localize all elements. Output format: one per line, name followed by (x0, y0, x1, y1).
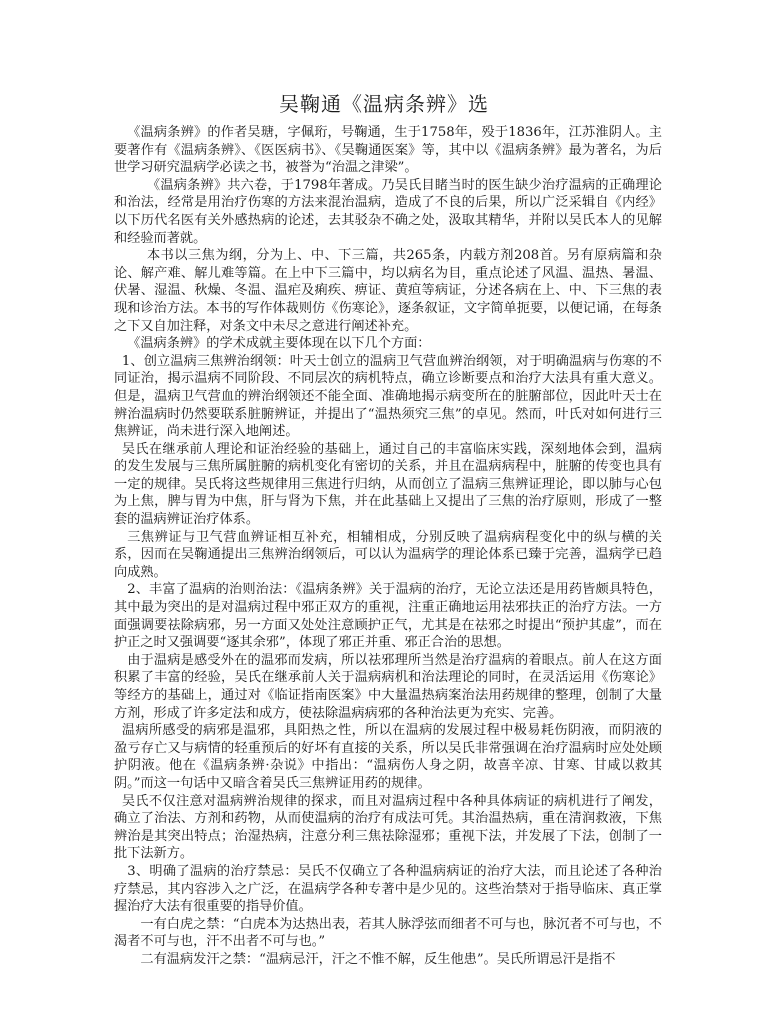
paragraph-contraindication-1: 一有白虎之禁：“白虎本为达热出表，若其人脉浮弦而细者不可与也，脉沉者不可与也，不渴者不可与也，汗不出者不可与也。” (114, 916, 662, 950)
paragraph-achievements-intro: 《温病条辨》的学术成就主要体现在以下几个方面： (127, 336, 431, 352)
paragraph-point-2-yin: 温病所感受的病邪是温邪，具阳热之性，所以在温病的发展过程中极易耗伤阴液，而阴液的盈亏存亡又与病情的轻重预后的好坏有直接的关系，所以吴氏非常强调在治疗温病时应处处顾护阴液。他在《温病条辨·杂说》中指出：“温病伤人身之阴，故喜辛凉、甘寒、甘咸以救其阴。”而这一句话中又暗含着吴氏三焦辨证用药的规律。 (114, 723, 662, 791)
paragraph-point-1-summary: 三焦辨证与卫气营血辨证相互补充，相辅相成，分别反映了温病病程变化中的纵与横的关系，因而在吴鞠通提出三焦辨治纲领后，可以认为温病学的理论体系已臻于完善，温病学已趋向成熟。 (114, 529, 662, 580)
paragraph-point-2-methods: 吴氏不仅注意对温病辨治规律的探求，而且对温病过程中各种具体病证的病机进行了阐发，确立了治法、方剂和药物，从而使温病的治疗有成法可凭。其治温热病，重在清润救液，下焦辨治是其突出特点；治湿热病，注意分利三焦祛除湿邪；重视下法，并发展了下法，创制了一批下法新方。 (114, 793, 662, 862)
paragraph-point-1: 1、创立温病三焦辨治纲领：叶天士创立的温病卫气营血辨治纲领，对于明确温病与伤寒的不同证治，揭示温病不同阶段、不同层次的病机特点，确立诊断要点和治疗大法具有重大意义。但是，温病卫气营血的辨治纲领还不能全面、准确地揭示病变所在的脏腑部位，因此叶天士在辨治温病时仍然要联系脏腑辨证，并提出了“温热须究三焦”的卓见。然而，叶氏对如何进行三焦辨证，尚未进行深入地阐述。 (114, 353, 662, 440)
paragraph-author-intro: 《温病条辨》的作者吴瑭，字佩珩，号鞠通，生于1758年，殁于1836年，江苏淮阴人。主要著作有《温病条辨》、《医医病书》、《吴鞠通医案》等，其中以《温病条辨》最为著名，为后世学习研究温病学必读之书，被誉为“治温之津梁”。 (114, 125, 662, 176)
paragraph-point-2: 2、丰富了温病的治则治法：《温病条辨》关于温病的治疗，无论立法还是用药皆颇具特色，其中最为突出的是对温病过程中邪正双方的重视，注重正确地运用祛邪扶正的治疗方法。一方面强调要祛除病邪，另一方面又处处注意顾护正气，尤其是在祛邪之时提出“预护其虚”，而在护正之时又强调要“逐其余邪”，体现了邪正并重、邪正合治的思想。 (114, 582, 662, 651)
document-body (114, 124, 662, 969)
paragraph-point-3: 3、明确了温病的治疗禁忌：吴氏不仅确立了各种温病病证的治疗大法，而且论述了各种治疗禁忌，其内容涉入之广泛，在温病学各种专著中是少见的。这些治禁对于指导临床、真正掌握治疗大法有很重要的指导价值。 (114, 863, 662, 915)
paragraph-book-origin: 《温病条辨》共六卷，于1798年著成。乃吴氏目睹当时的医生缺少治疗温病的正确理论和治法，经常是用治疗伤寒的方法来混治温病，造成了不良的后果，所以广泛采辑自《内经》以下历代名医有关外感热病的论述，去其驳杂不确之处，汲取其精华，并附以吴氏本人的见解和经验而著就。 (114, 177, 662, 246)
page-title: 吴鞠通《温病条辨》选 (279, 92, 489, 116)
paragraph-contraindication-2: 二有温病发汗之禁：“温病忌汗，汗之不惟不解，反生他患”。吴氏所谓忌汗是指不 (140, 951, 616, 967)
paragraph-book-structure: 本书以三焦为纲，分为上、中、下三篇，共265条，内载方剂208首。另有原病篇和杂论、解产难、解儿难等篇。在上中下三篇中，均以病名为目，重点论述了风温、温热、暑温、伏暑、湿温、秋燥、冬温、温疟及痢疾、痹证、黄疸等病证，分述各病在上、中、下三焦的表现和诊治方法。本书的写作体裁则仿《伤寒论》，逐条叙证，文字简单扼要，以便记诵，在每条之下又自加注释，对条文中未尽之意进行阐述补充。 (114, 248, 662, 334)
paragraph-point-1-detail: 吴氏在继承前人理论和证治经验的基础上，通过自己的丰富临床实践，深刻地体会到，温病的发生发展与三焦所属脏腑的病机变化有密切的关系，并且在温病病程中，脏腑的传变也具有一定的规律。吴氏将这些规律用三焦进行归纳，从而创立了温病三焦辨证理论，即以肺与心包为上焦，脾与胃为中焦，肝与肾为下焦，并在此基础上又提出了三焦的治疗原则，形成了一整套的温病辨证治疗体系。 (114, 441, 662, 528)
paragraph-point-2-pathogen: 由于温病是感受外在的温邪而发病，所以祛邪理所当然是治疗温病的着眼点。前人在这方面积累了丰富的经验，吴氏在继承前人关于温病病机和治法理论的同时，在灵活运用《伤寒论》等经方的基础上，通过对《临证指南医案》中大量温热病案治法用药规律的整理，创制了大量方剂，形成了许多定法和成方，使祛除温病病邪的各种治法更为充实、完善。 (114, 652, 662, 721)
